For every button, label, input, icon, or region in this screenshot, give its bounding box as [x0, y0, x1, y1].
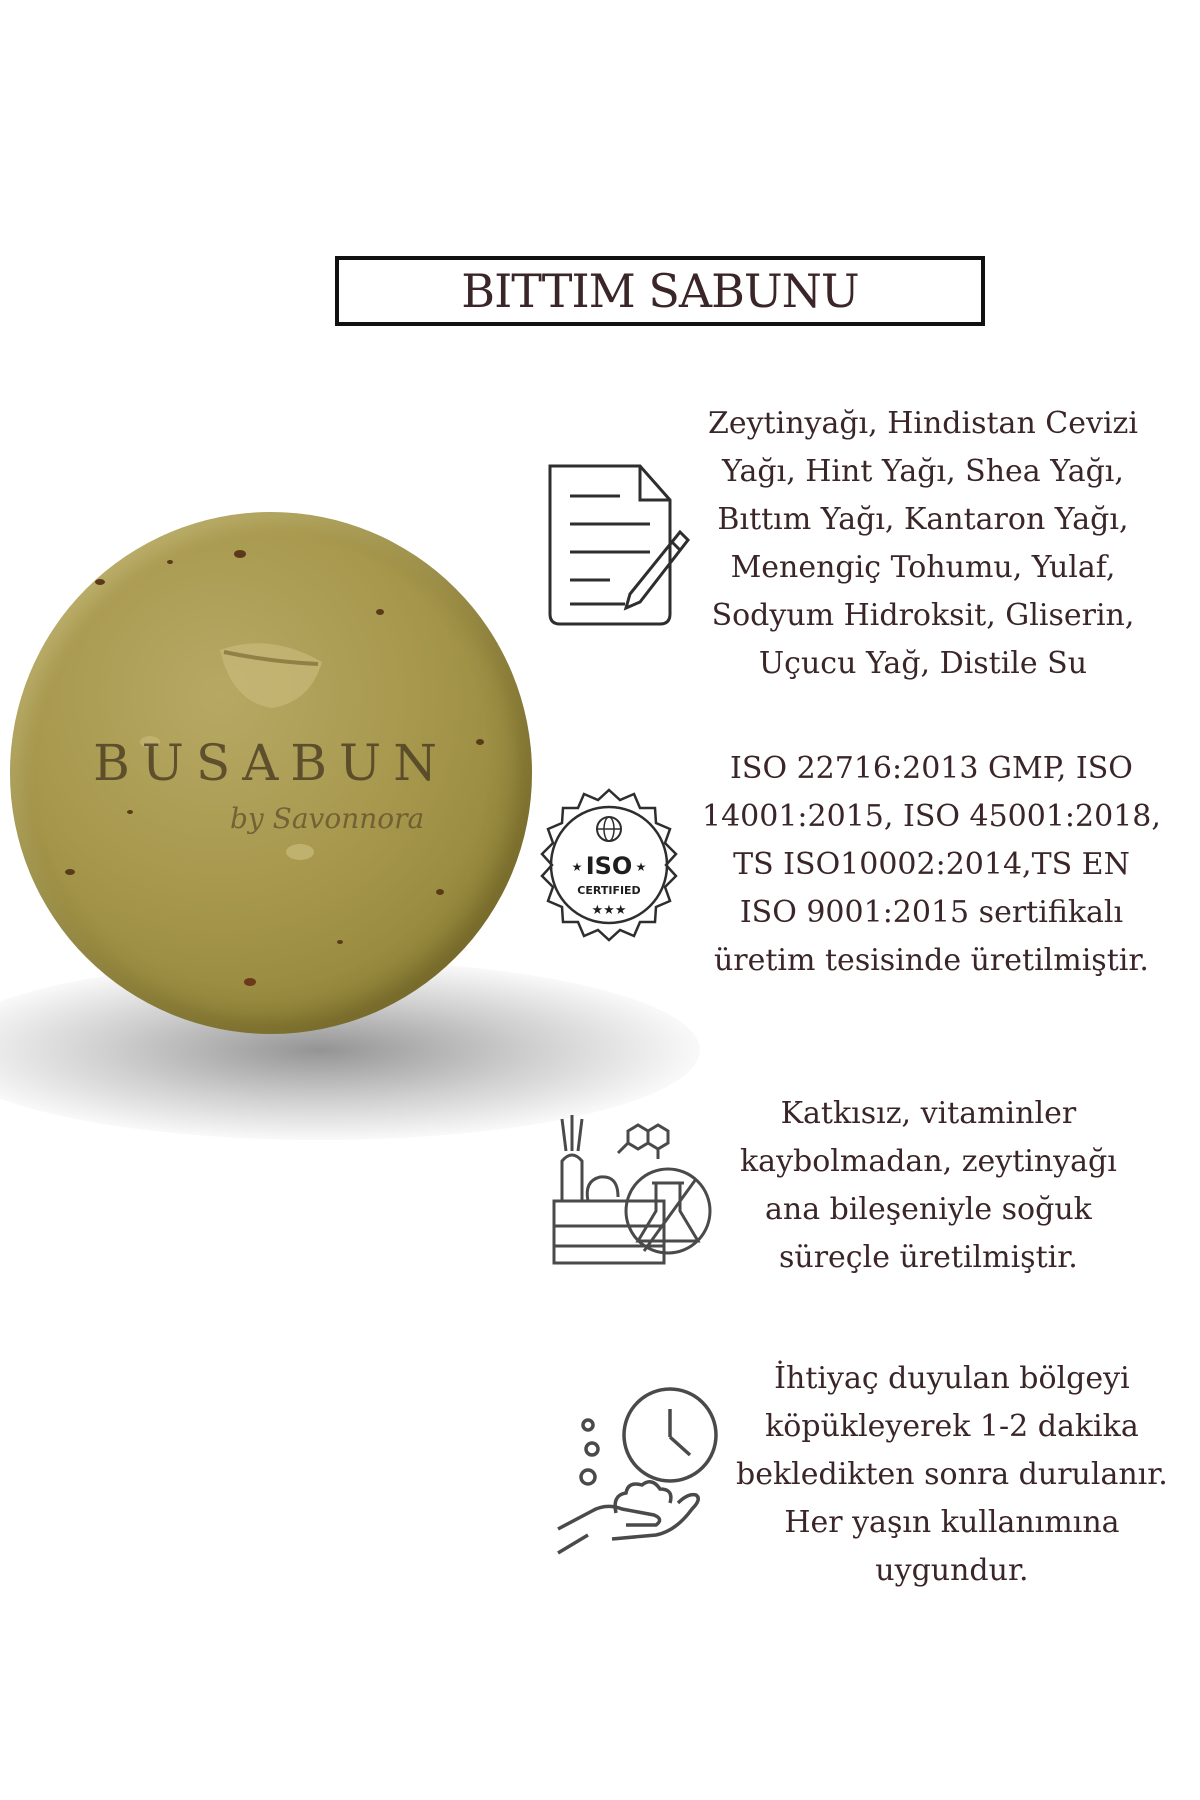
feature-natural — [548, 1090, 1117, 1282]
ingredients-text: Zeytinyağı, Hindistan Cevizi Yağı, Hint Yağı, Shea Yağı, Bıttım Yağı, Kantaron Yağı, Menengiç Tohumu, Yulaf, Sodyum Hidroksit, Gliserin, Uçucu Yağ, Distile Su — [708, 406, 1138, 681]
svg-text:★★★: ★★★ — [591, 903, 627, 918]
iso-certified-badge-icon — [528, 784, 690, 946]
svg-text:★: ★ — [635, 860, 647, 874]
page-title: BITTIM SABUNU — [461, 264, 859, 318]
feature-iso — [528, 745, 1161, 985]
feature-usage — [552, 1355, 1168, 1595]
usage-text: İhtiyaç duyulan bölgeyi köpükleyerek 1-2 dakika bekledikten sonra durulanır. Her yaşın kullanımına uygundur. — [736, 1361, 1168, 1588]
soap-bar — [10, 512, 532, 1034]
feature-ingredients — [530, 400, 1138, 688]
svg-text:★: ★ — [571, 860, 583, 874]
soap-sub-text: by Savonnora — [230, 802, 425, 835]
document-pencil-icon — [530, 454, 690, 634]
svg-text:ISO: ISO — [585, 852, 633, 880]
svg-text:CERTIFIED: CERTIFIED — [577, 884, 641, 897]
natural-no-chemicals-icon — [548, 1101, 718, 1271]
soap-brand-text: BUSABUN — [93, 734, 449, 792]
title-box — [335, 256, 985, 326]
natural-text: Katkısız, vitaminler kaybolmadan, zeytinyağı ana bileşeniyle soğuk süreçle üretilmiştir. — [740, 1096, 1117, 1275]
iso-text: ISO 22716:2013 GMP, ISO 14001:2015, ISO 45001:2018, TS ISO10002:2014,TS EN ISO 9001:2015 sertifikalı üretim tesisinde üretilmiştir. — [702, 751, 1161, 978]
hand-foam-clock-icon — [552, 1385, 722, 1565]
